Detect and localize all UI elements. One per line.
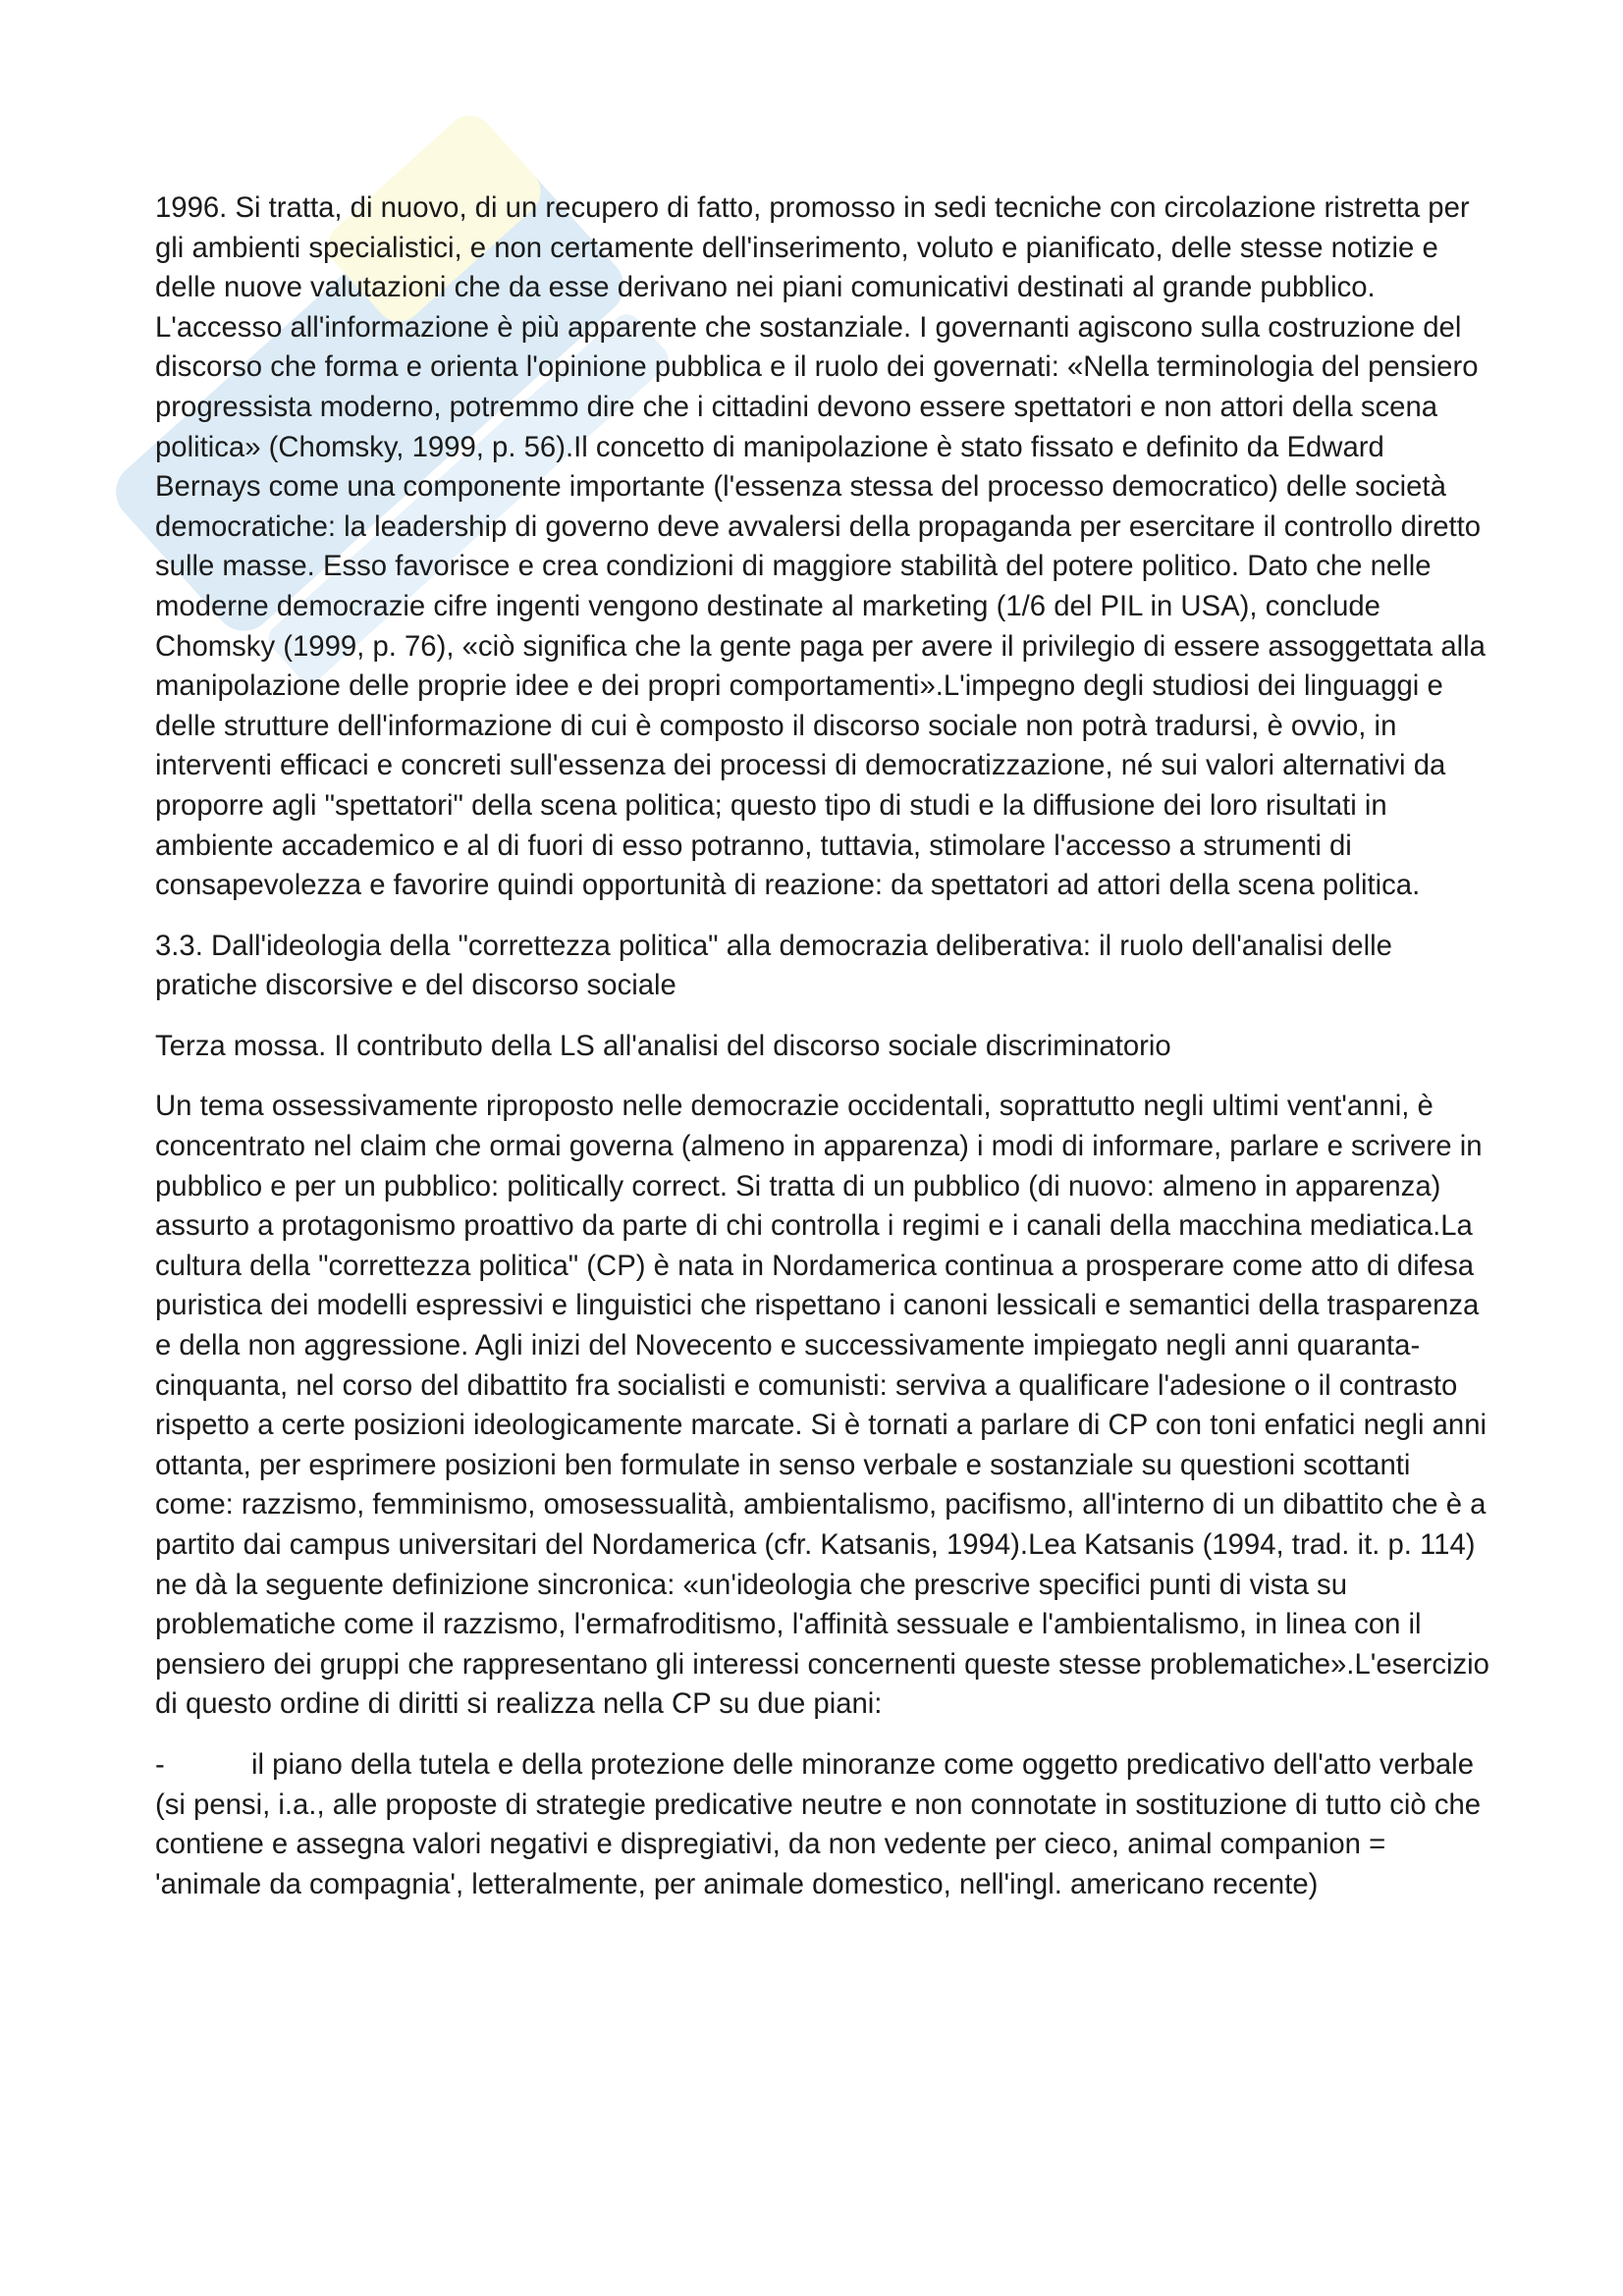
paragraph-1: 1996. Si tratta, di nuovo, di un recupero di fatto, promosso in sedi tecniche con circolazione ristretta per gli ambienti specialistici, e non certamente dell'inserimento, voluto e pianificato, delle stesse notizie e delle nuove valutazioni che da esse derivano nei piani comunicativi destinati al grande pubblico. L'accesso all'informazione è più apparente che sostanziale. I governanti agiscono sulla costruzione del discorso che forma e orienta l'opinione pubblica e il ruolo dei governati: «Nella terminologia del pensiero progressista moderno, potremmo dire che i cittadini devono essere spettatori e non attori della scena politica» (Chomsky, 1999, p. 56).Il concetto di manipolazione è stato fissato e definito da Edward Bernays come una componente importante (l'essenza stessa del processo democratico) delle società democratiche: la leadership di governo deve avvalersi della propaganda per esercitare il controllo diretto sulle masse. Esso favorisce e crea condizioni di maggiore stabilità del potere politico. Dato che nelle moderne democrazie cifre ingenti vengono destinate al marketing (1/6 del PIL in USA), conclude Chomsky (1999, p. 76), «ciò significa che la gente paga per avere il privilegio di essere assoggettata alla manipolazione delle proprie idee e dei propri comportamenti».L'impegno degli studiosi dei linguaggi e delle strutture dell'informazione di cui è composto il discorso sociale non potrà tradursi, è ovvio, in interventi efficaci e concreti sull'essenza dei processi di democratizzazione, né sui valori alternativi da proporre agli "spettatori" della scena politica; questo tipo di studi e la diffusione dei loro risultati in ambiente accademico e al di fuori di esso potranno, tuttavia, stimolare l'accesso a strumenti di consapevolezza e favorire quindi opportunità di reazione: da spettatori ad attori della scena politica.: [155, 191, 1486, 902]
bullet-item: [155, 1745, 1490, 1904]
paragraph-2: Un tema ossessivamente riproposto nelle democrazie occidentali, soprattutto negli ultimi vent'anni, è concentrato nel claim che ormai governa (almeno in apparenza) i modi di informare, parlare e scrivere in pubblico e per un pubblico: politically correct. Si tratta di un pubblico (di nuovo: almeno in apparenza) assurto a protagonismo proattivo da parte di chi controlla i regimi e i canali della macchina mediatica.La cultura della "correttezza politica" (CP) è nata in Nordamerica continua a prosperare come atto di difesa puristica dei modelli espressivi e linguistici che rispettano i canoni lessicali e semantici della trasparenza e della non aggressione. Agli inizi del Novecento e successivamente impiegato negli anni quaranta-cinquanta, nel corso del dibattito fra socialisti e comunisti: serviva a qualificare l'adesione o il contrasto rispetto a certe posizioni ideologicamente marcate. Si è tornati a parlare di CP con toni enfatici negli anni ottanta, per esprimere posizioni ben formulate in senso verbale e sostanziale su questioni scottanti come: razzismo, femminismo, omosessualità, ambientalismo, pacifismo, all'interno di un dibattito che è a partito dai campus universitari del Nordamerica (cfr. Katsanis, 1994).Lea Katsanis (1994, trad. it. p. 114) ne dà la seguente definizione sincronica: «un'ideologia che prescrive specifici punti di vista su problematiche come il razzismo, l'ermafroditismo, l'affinità sessuale e l'ambientalismo, in linea con il pensiero dei gruppi che rappresentano gli interessi concernenti queste stesse problematiche».L'esercizio di questo ordine di diritti si realizza nella CP su due piani:: [155, 1090, 1489, 1721]
subheading-terza-mossa: Terza mossa. Il contributo della LS all'analisi del discorso sociale discriminatorio: [155, 1029, 1171, 1062]
document-body: [155, 188, 1490, 1925]
section-heading: 3.3. Dall'ideologia della "correttezza politica" alla democrazia deliberativa: il ruolo dell'analisi delle pratiche discorsive e del discorso sociale: [155, 929, 1392, 1002]
bullet-text: il piano della tutela e della protezione delle minoranze come oggetto predicativo dell'atto verbale (si pensi, i.a., alle proposte di strategie predicative neutre e non connotate in sostituzione di tutto ciò che contiene e assegna valori negativi e dispregiativi, da non vedente per cieco, animal companion = 'animale da compagnia', letteralmente, per animale domestico, nell'ingl. americano recente): [155, 1747, 1482, 1900]
bullet-marker: -: [155, 1747, 165, 1781]
